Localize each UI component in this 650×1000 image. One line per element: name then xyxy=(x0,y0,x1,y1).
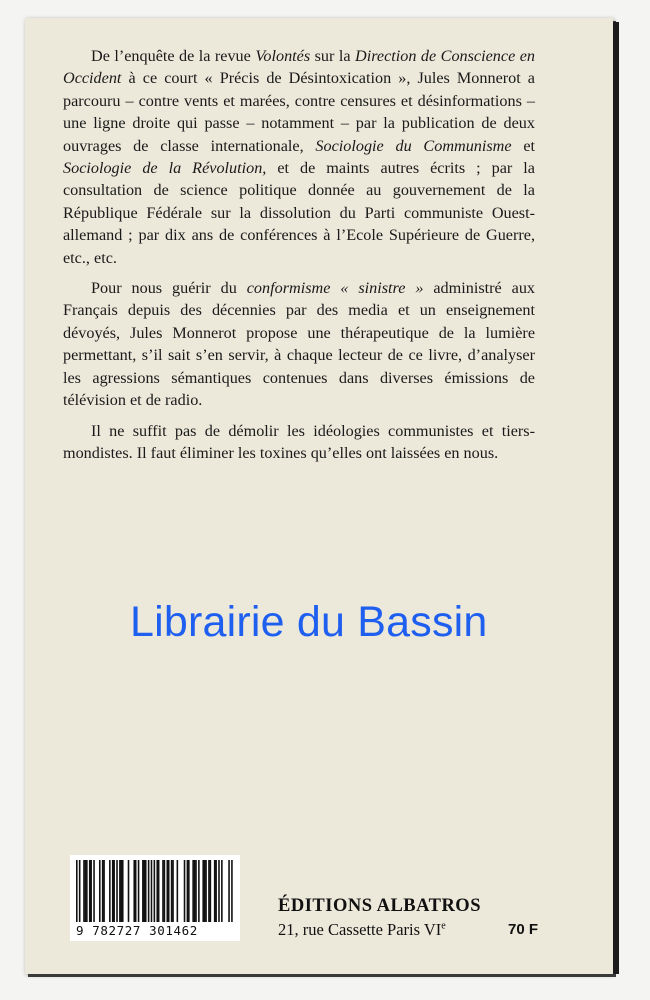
barcode-bar xyxy=(102,860,104,922)
barcode-bar xyxy=(112,860,114,922)
barcode-bars xyxy=(76,860,234,922)
barcode-bar xyxy=(89,860,91,922)
barcode-bar xyxy=(99,860,101,922)
blurb-paragraph xyxy=(63,420,535,465)
text-segment: sur la xyxy=(310,47,356,65)
barcode-bar xyxy=(202,860,204,922)
barcode-bar xyxy=(144,860,146,922)
italic-text: conformisme « sinistre » xyxy=(246,279,424,298)
barcode-bar xyxy=(113,860,115,922)
barcode-bar xyxy=(138,860,140,922)
barcode-bar xyxy=(154,860,156,922)
text-segment: et xyxy=(511,136,535,155)
barcode-bar xyxy=(195,860,197,922)
italic-text: Direction de Conscience en Occident xyxy=(63,47,536,88)
barcode-bar xyxy=(198,860,200,922)
publisher-name: ÉDITIONS ALBATROS xyxy=(278,896,481,916)
barcode-bar xyxy=(172,860,174,922)
barcode-bar xyxy=(215,860,217,922)
barcode-bar xyxy=(121,860,123,922)
barcode-bar xyxy=(151,860,153,922)
barcode-bar xyxy=(168,860,170,922)
price-label: 70 F xyxy=(508,921,539,938)
barcode-bar xyxy=(86,860,88,922)
barcode-bar xyxy=(133,860,135,922)
barcode-bar xyxy=(83,860,85,922)
blurb-text xyxy=(63,45,535,472)
publisher-address xyxy=(278,920,446,940)
barcode-bar xyxy=(166,860,168,922)
barcode-bar xyxy=(79,860,81,922)
barcode-bar xyxy=(192,860,194,922)
barcode-bar xyxy=(142,860,144,922)
barcode-bar xyxy=(148,860,150,922)
blurb-paragraph xyxy=(63,277,535,411)
barcode-bar xyxy=(218,860,220,922)
blurb-paragraph xyxy=(63,45,535,269)
barcode-bar xyxy=(158,860,160,922)
barcode-bar xyxy=(116,860,118,922)
barcode-bar xyxy=(214,860,216,922)
publisher-address-main: 21, rue Cassette Paris VI xyxy=(278,920,442,939)
barcode-bar xyxy=(194,860,196,922)
barcode-bar xyxy=(228,860,230,922)
italic-text: Sociologie de la Révolution, xyxy=(63,159,267,178)
watermark-text: Librairie du Bassin xyxy=(130,598,488,646)
barcode-bar xyxy=(187,860,189,922)
barcode-bar xyxy=(76,860,78,922)
barcode-bar xyxy=(208,860,210,922)
barcode-bar xyxy=(204,860,206,922)
italic-text: Sociologie du Communisme xyxy=(315,136,512,155)
barcode-bar xyxy=(162,860,164,922)
barcode-bar xyxy=(145,860,147,922)
barcode-bar xyxy=(188,860,190,922)
barcode-bar xyxy=(177,860,179,922)
barcode-bar xyxy=(210,860,212,922)
barcode-digits: 9 782727 301462 xyxy=(76,923,198,938)
barcode xyxy=(70,855,240,941)
barcode-bar xyxy=(103,860,105,922)
text-segment: administré aux Français depuis des décennies par des media et un enseignement dévoyés, Jules Monnerot propose une thérapeutique de la lumière permettant, s’il sait s’en servir, à chaque lecteur de ce livre, d’analyser les agressions sémantiques contenues dans diverses émissions de télévision et de radio. xyxy=(63,279,536,410)
barcode-bar xyxy=(231,860,233,922)
barcode-bar xyxy=(122,860,124,922)
text-segment: De l’enquête de la revue xyxy=(91,47,256,65)
text-segment: et de maints autres écrits ; par la consultation de science politique donnée au gouvernement de la République Fédérale sur la dissolution du Parti communiste Ouest-allemand ; par dix ans de conférences à l’Ecole Supérieure de Guerre, etc., etc. xyxy=(63,159,535,267)
barcode-bar xyxy=(164,860,166,922)
barcode-bar xyxy=(90,860,92,922)
text-segment: Il ne suffit pas de démolir les idéologies communistes et tiers-mondistes. Il faut éliminer les toxines qu’elles ont laissées en nous. xyxy=(63,421,535,462)
barcode-bar xyxy=(93,860,95,922)
barcode-bar xyxy=(135,860,137,922)
text-segment: Pour nous guérir du xyxy=(91,279,247,298)
barcode-bar xyxy=(156,860,158,922)
publisher-address-superscript: e xyxy=(441,920,446,932)
barcode-bar xyxy=(119,860,121,922)
barcode-bar xyxy=(221,860,223,922)
barcode-bar xyxy=(171,860,173,922)
barcode-bar xyxy=(85,860,87,922)
barcode-bar xyxy=(184,860,186,922)
text-segment: à ce court « Précis de Désintoxication », Jules Monnerot a parcouru – contre vents et marées, contre censures et désinformations – une ligne droite qui passe – notamment – par la publication de deux ouvrages de classe internationale, xyxy=(63,69,535,155)
barcode-bar xyxy=(109,860,111,922)
italic-text: Volontés xyxy=(255,47,311,65)
barcode-bar xyxy=(205,860,207,922)
barcode-bar xyxy=(128,860,130,922)
